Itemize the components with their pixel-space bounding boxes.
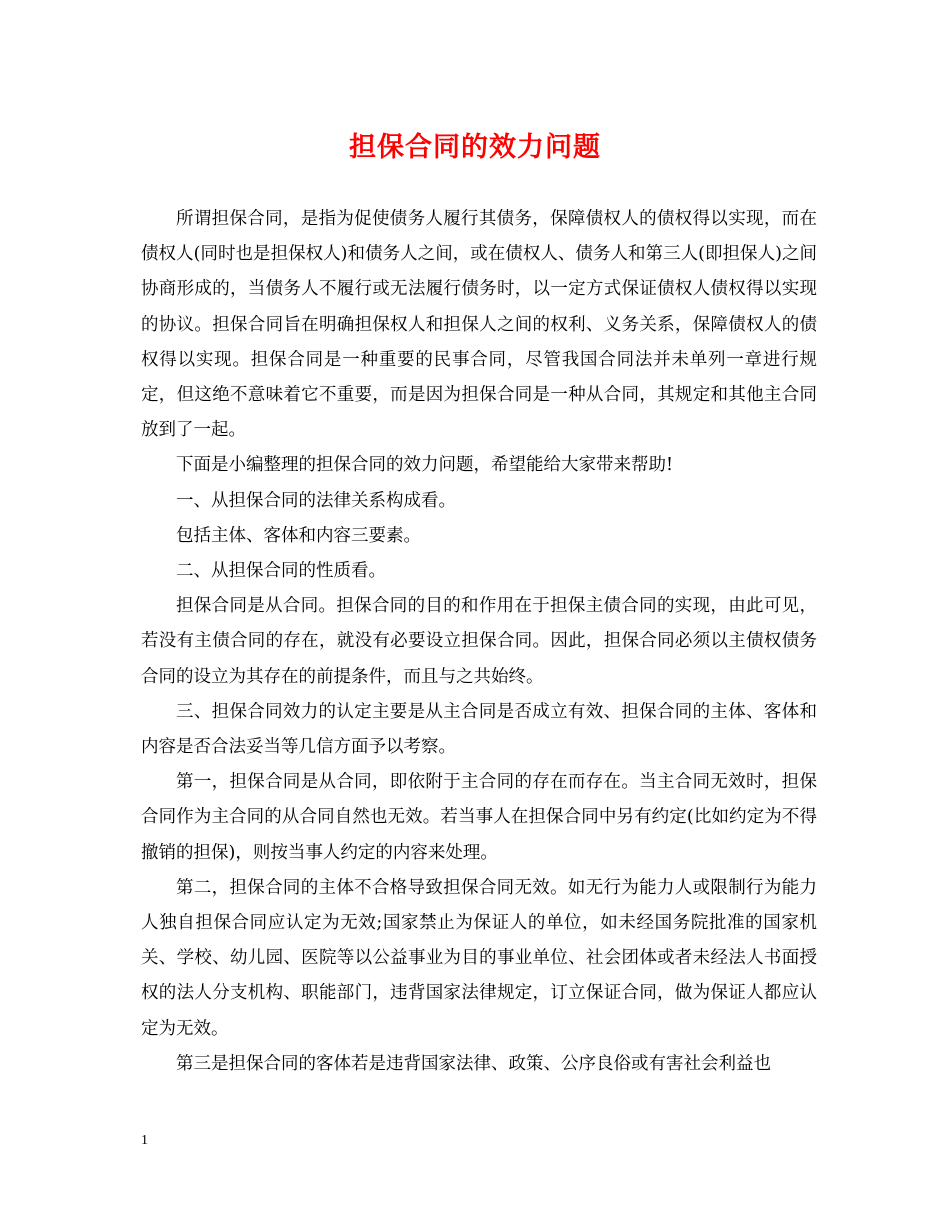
paragraph-elements: 包括主体、客体和内容三要素。 [176,525,421,546]
section-heading-2: 二、从担保合同的性质看。 [176,561,386,582]
section-heading-3: 三、担保合同效力的认定主要是从主合同是否成立有效、担保合同的主体、客体和内容是否合法妥当等几信方面予以考察。 [141,701,817,758]
document-title: 担保合同的效力问题 [349,132,601,163]
page-number: 1 [141,1133,148,1148]
paragraph-preface: 下面是小编整理的担保合同的效力问题，希望能给大家带来帮助! [176,455,674,476]
section-heading-1: 一、从担保合同的法律关系构成看。 [176,490,456,511]
paragraph-intro: 所谓担保合同，是指为促使债务人履行其债务，保障债权人的债权得以实现，而在债权人(同时也是担保权人)和债务人之间，或在债权人、债务人和第三人(即担保人)之间协商形成的，当债务人不履行或无法履行债务时，以一定方式保证债权人债权得以实现的协议。担保合同旨在明确担保权人和担保人之间的权利、义务关系，保障债权人的债权得以实现。担保合同是一种重要的民事合同，尽管我国合同法并未单列一章进行规定，但这绝不意味着它不重要，而是因为担保合同是一种从合同，其规定和其他主合同放到了一起。 [141,209,817,441]
paragraph-first: 第一，担保合同是从合同，即依附于主合同的存在而存在。当主合同无效时，担保合同作为主合同的从合同自然也无效。若当事人在担保合同中另有约定(比如约定为不得撤销的担保)，则按当事人约定的内容来处理。 [141,772,817,863]
paragraph-third: 第三是担保合同的客体若是违背国家法律、政策、公序良俗或有害社会利益也 [176,1053,771,1074]
document-body [141,202,817,1082]
paragraph-second: 第二，担保合同的主体不合格导致担保合同无效。如无行为能力人或限制行为能力人独自担保合同应认定为无效;国家禁止为保证人的单位，如未经国务院批准的国家机关、学校、幼儿园、医院等以公益事业为目的事业单位、社会团体或者未经法人书面授权的法人分支机构、职能部门，违背国家法律规定，订立保证合同，做为保证人都应认定为无效。 [141,877,817,1039]
paragraph-nature: 担保合同是从合同。担保合同的目的和作用在于担保主债合同的实现，由此可见，若没有主债合同的存在，就没有必要设立担保合同。因此，担保合同必须以主债权债务合同的设立为其存在的前提条件，而且与之共始终。 [141,596,817,687]
